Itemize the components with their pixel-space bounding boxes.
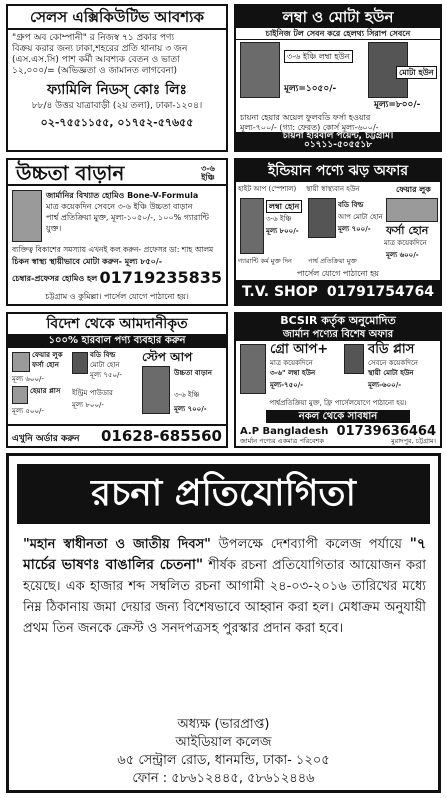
couple-photo	[240, 344, 266, 394]
ad-bcsir-footer: জার্মান পণ্যের একমাত্র পরিবেশক	[240, 437, 324, 445]
ad-sales-title: সেলস এক্সিকিউটিভ আবশ্যক	[8, 6, 226, 30]
ad-sales-address: ৮৮/৪ উত্তর যাত্রাবাড়ী (২য় তলা), ঢাকা-১২০৪।	[31, 101, 203, 111]
ad-bcsir-side: পার্শ্বপ্রতিক্রিয়া মুক্ত, ফ্রি পার্সেলযোগে পাঠানো হয়।	[269, 399, 407, 407]
ad-sales-company: ফ্যামিলি নিডস্ কোঃ লিঃ	[46, 82, 187, 98]
essay-competition-notice	[6, 453, 441, 793]
tall-couple-photo	[240, 198, 264, 254]
ad-bcsir-phone: 01739636464	[336, 424, 436, 439]
ad-sales-phone: ০২-৭৫৫১১৫৫, ০১৭৫২-৫৭৬৫৫	[40, 116, 194, 129]
ad-height-badge: ৩-৬ ইঞ্চি	[201, 164, 215, 182]
ad-bcsir-grow: গ্রো আপ+	[270, 342, 329, 357]
ad-indian-col2: স্থায়ী স্বাস্থ্যবান হউন	[306, 185, 360, 193]
step-up-photo	[142, 366, 170, 414]
ad-indian-products	[234, 158, 442, 306]
ad-import-hair: হেয়ার প্লাস	[30, 387, 61, 395]
ad-height-size-price-left: মূল্য=১০৫০/-	[284, 84, 337, 94]
ad-sales-line: ১২,০০০/= (অভিজ্ঞতা ও জামানত লাগবেনা)	[12, 66, 178, 76]
ad-sales-line: (এস.এস.সি) পাশ কর্মী আবশ্যক বেতন ও ভাতা	[12, 55, 180, 65]
body-build-product-photo	[72, 352, 88, 374]
ad-bcsir-title2: জার্মান পণ্যের বিশেষ অফার	[236, 328, 440, 341]
ad-height-size-right-label: মোটা হউন	[396, 66, 437, 79]
ad-height-line5: চিকন স্বাস্থ্য স্থায়ীভাবে মোটা করুন- মূল্য ৮৫০/-	[12, 257, 163, 266]
fair-look-product-photo	[12, 352, 30, 372]
ad-indian-body: বডি বিল্ড	[338, 201, 364, 209]
ad-height-contact-label: চেম্বার-প্রফেসর হোমিও হল	[12, 274, 98, 283]
ad-import-body: বডি বিল্ড	[90, 351, 116, 359]
ad-indian-inch: ৩-৬ ইঞ্চি	[266, 215, 292, 223]
ad-import-phone: 01628-685560	[100, 427, 222, 445]
ad-indian-footer	[236, 280, 440, 304]
ad-indian-parcel: পার্সেল যোগে পাঠানো হয়	[296, 269, 380, 278]
ad-height-size-left-label: ৩-৬ ইঞ্চি লম্বা হউন	[284, 50, 353, 63]
notice-title: রচনা প্রতিযোগিতা	[17, 464, 430, 524]
signature-title: অধ্যক্ষ (ভারপ্রাপ্ত)	[177, 717, 270, 732]
notice-body	[23, 534, 426, 639]
ad-bcsir-body-fat: স্থায়ী মোটা হউন	[368, 369, 414, 377]
ad-height-size-phone: ০১৭১১-৫০৫৫১৮	[303, 140, 372, 150]
ad-sales-executive	[6, 4, 228, 152]
ad-bcsir-body-price: মূল্য-৬০০/-	[368, 381, 402, 389]
ad-height-size-footer-text: চায়না হারবাল পয়েন্ট, চট্টগ্রাম।	[282, 131, 394, 141]
ad-import-fair2: ফর্সা হোন	[32, 361, 59, 369]
ad-import-order: এখুনি অর্ডার করুন	[12, 434, 80, 444]
body-builder-photo	[308, 198, 336, 238]
ad-height-size-line1: চায়না হেয়ার অয়েল ফুলবডি ফর্সা হওয়ার	[240, 113, 371, 122]
ad-import-step3: ৩-৬ ইঞ্চি	[174, 391, 200, 399]
ad-sales-line: বিক্রয় করার জন্য ঢাকা,শহরের প্রতি থানায় ৩ জন	[12, 44, 188, 54]
ad-indian-shop: T.V. SHOP	[242, 284, 318, 300]
ad-bcsir-grow-note: মাত্র কয়েকদিনে	[270, 359, 313, 367]
ad-height-size-price-right: মূল্য=৮০০/-	[374, 100, 421, 110]
ad-import-step: স্টেপ আপ	[142, 350, 193, 364]
ad-indian-price1: মূল্য ৮০০/-	[266, 227, 299, 235]
ad-indian-fat: আপ মোটা হোন	[338, 213, 383, 221]
ad-height-size-title: লম্বা ও মোটা হউন	[236, 6, 440, 28]
ad-import-fair: ফেয়ার লুক	[32, 351, 63, 359]
notice-topic: "৭ মার্চের ভাষণঃ বাঙালির চেতনা"	[23, 536, 426, 573]
ad-imported-herbal	[6, 312, 228, 448]
notice-text: উপলক্ষে দেশব্যাপী কলেজ	[210, 537, 362, 552]
ad-height-phone: 01719235835	[99, 268, 222, 287]
ad-import-body2: মোটা হোন	[90, 361, 120, 369]
signature-address: ৬৫ সেন্ট্রাল রোড, ধানমন্ডি, ঢাকা- ১২০৫	[117, 753, 330, 768]
ad-import-price-step: মূল্য ৭০০/-	[174, 405, 207, 413]
ad-import-sex: ইন্ট্রিম পাউডার	[72, 389, 113, 397]
ad-height-size-footer	[236, 132, 440, 150]
ad-height-size-line2: মূল্য-৭০০/- (গ্যা: ফেরত) কোর্স মূল্য-৬০০/-	[240, 123, 379, 132]
notice-text: প্রতিযোগিতার আয়োজন করা হয়েছে। এক হাজার শব্দ সম্বলিত রচনা আগামী ২৪-০৩-২০১৬ তারিখের মধ্যে নিম্ন ঠিকানায় জমা দেয়ার জন্য বিশেষভাবে আহ্বান করা হল। মেধাক্রম অনুযায়ী প্রথম তিন জনকে ক্রেস্ট ও সনদপত্রসহ পুরস্কার প্রদান করা হবে।	[23, 558, 427, 636]
ad-height-line3: পার্শ্ব প্রতিক্রিয়া মুক্ত, মূল্য-১০৫০/-, ১০০% গ্যারান্টি যুক্ত।	[46, 213, 209, 233]
ad-indian-tall: লম্বা হোন	[266, 200, 302, 213]
ad-bcsir-warn: নকল থেকে সাবধান	[266, 410, 410, 423]
ad-bcsir-body-note: সেবনে কয়েকদিনে	[368, 359, 418, 367]
ad-indian-price2: মূল্য ৭০০/-	[338, 225, 371, 233]
ad-bcsir-body: বডি প্লাস	[368, 342, 415, 357]
ad-indian-col3: ফেয়ার লুক	[396, 185, 431, 194]
signature-phone: ফোন : ৫৮৬১২৪৪৫, ৫৮৬১২৪৪৬	[132, 771, 315, 786]
ad-bcsir-grow-inch: ৩-৬" লম্বা হউন	[270, 369, 316, 377]
ad-indian-title: ইন্ডিয়ান পণ্যে ঝড় অফার	[236, 160, 440, 182]
ad-height-footer: চট্টগ্রাম ও কুমিল্লা। পার্সেল যোগে পাঠানো হয়।	[45, 292, 189, 301]
ad-import-hair-price: মূল্য ৫০০/-	[12, 407, 44, 415]
ad-height-line2: মাত্র কয়েকদিন সেবনে ৩-৬ ইঞ্চি উচ্চতা বাড়ান	[46, 202, 193, 211]
ad-bcsir-city: মুরাদপুর, চট্টগ্রাম।	[391, 437, 436, 445]
ad-indian-fair: ফর্সা হোন	[386, 224, 429, 237]
ad-height-line1: জার্মানির বিখ্যাত হোমিও Bone-V-Formula	[46, 191, 199, 200]
ad-bcsir-company: A.P Bangladesh	[240, 426, 329, 437]
fair-look-photo	[386, 198, 438, 222]
ad-indian-side: পার্শ্ব প্রতিক্রিয়া মুক্ত	[308, 257, 357, 265]
ad-sales-line: "গ্রুপ অব কোম্পানী" র নিজস্ব ৭১ প্রকার পণ্য	[12, 33, 175, 43]
ad-import-price-body: মূল্য ৭৫০/-	[90, 371, 122, 379]
height-photo	[12, 190, 42, 242]
ad-import-step2: উচ্চতা বাড়ান	[174, 369, 212, 377]
ad-height-size-subtitle: চাইনিজ টল সেবন করে হেলথ্য সিরাপ সেবনে	[236, 28, 440, 40]
ad-import-title: বিদেশ থেকে আমদানীকৃত	[8, 314, 226, 334]
notice-text: শীর্ষক রচনা	[203, 558, 267, 573]
ad-indian-guarantee: গ্যারান্টি কর্ম মুক্ত দিন	[238, 257, 292, 265]
notice-occasion: "মহান স্বাধীনতা ও জাতীয় দিবস"	[23, 537, 211, 552]
ad-height-increase	[6, 158, 228, 306]
ad-indian-col1: হাইট আপ (স্পেশাল)	[238, 185, 297, 193]
signature-org: আইডিয়াল কলেজ	[175, 735, 272, 750]
ad-import-price-fair: মূল্য ৬০০/-	[12, 375, 44, 383]
tall-man-photo	[240, 42, 280, 98]
notice-text: পর্যায়ে	[368, 537, 410, 552]
ad-indian-phone: 01791754764	[326, 284, 434, 300]
ad-height-line4: ব্যক্তিত্ব বিকাশের সমস্যায় এখনই কল করুন- প্রফেসর ডা: শাহ আলম	[12, 245, 214, 254]
hair-plus-photo	[12, 386, 28, 404]
ad-bcsir	[234, 312, 442, 448]
ad-indian-fair-note: মাত্র কয়েকদিনে	[384, 239, 427, 247]
ad-height-size	[234, 4, 442, 152]
ad-indian-price3: মূল্য ৬০০/-	[386, 251, 419, 259]
ad-height-title: উচ্চতা বাড়ান	[16, 161, 125, 185]
ad-import-sex-price: মূল্য ৮০০/-	[72, 401, 104, 409]
ad-bcsir-grow-price: মূল্য-৭৫০/-	[270, 381, 304, 389]
ad-import-subtitle: ১০০% হারবাল পণ্য ব্যবহার করুন	[8, 334, 226, 348]
ad-bcsir-title1: BCSIR কর্তৃক অনুমোদিত	[236, 314, 440, 328]
signature-block	[9, 716, 438, 788]
body-plus-photo	[344, 344, 364, 374]
